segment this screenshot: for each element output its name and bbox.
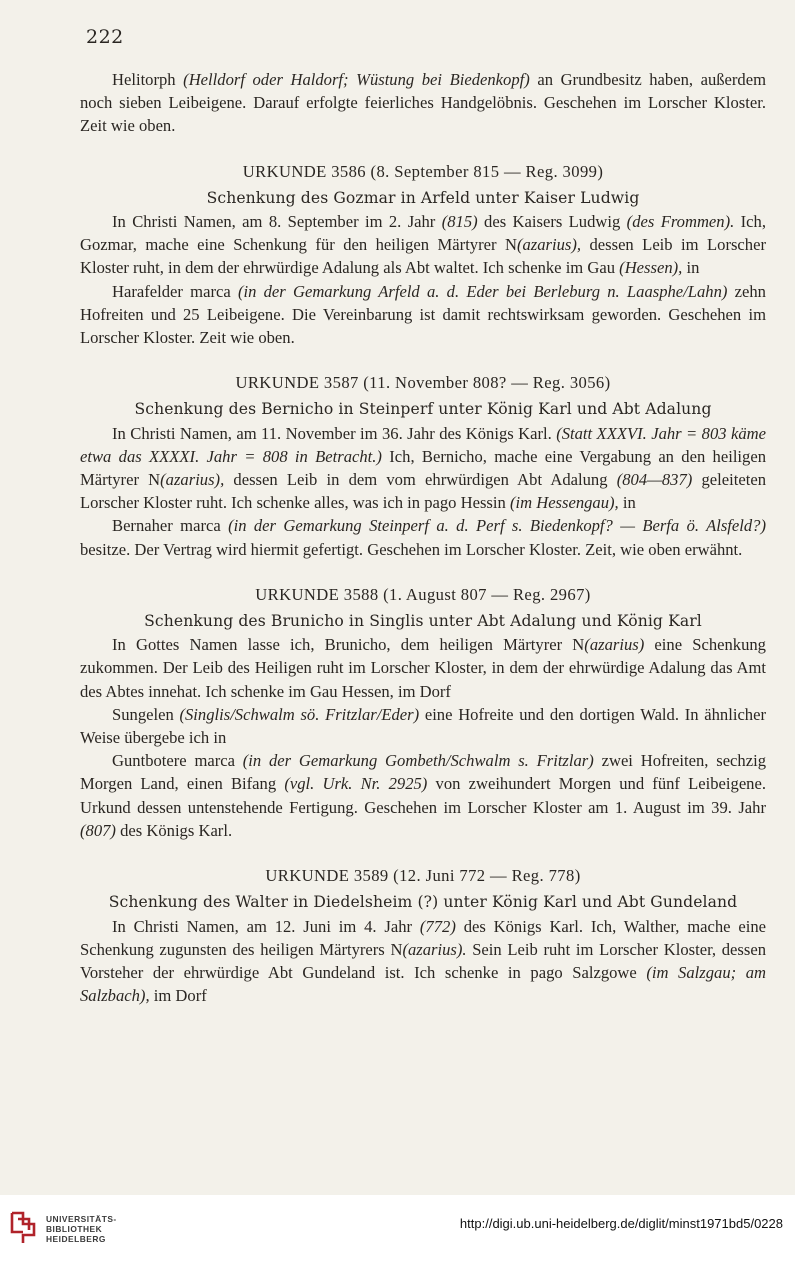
paragraph [80, 915, 766, 1008]
italic-annotation: (azarius) [584, 635, 645, 655]
text-run: zehn Hofreiten und 25 Leibeigene. Die Vereinbarung ist damit rechtswirksam geworden. Geschehen im Lorscher Kloster. Zeit wie oben. [80, 281, 766, 348]
text-run: Ich, Gozmar, mache eine Schenkung für den heiligen Märtyrer N [80, 212, 766, 255]
paragraph [80, 633, 766, 703]
italic-annotation: (Helldorf oder Haldorf; Wüstung bei Biedenkopf) [183, 70, 530, 89]
italic-annotation: (in der Gemarkung Steinperf a. d. Perf s. Biedenkopf? — Berfa ö. Alsfeld?) [228, 516, 766, 536]
paragraph [80, 210, 766, 280]
urkunde-heading: URKUNDE 3588 (1. August 807 — Reg. 2967) [255, 584, 591, 604]
italic-annotation: (azarius), [160, 470, 225, 490]
text-run: Harafelder marca [112, 281, 238, 301]
text-run: zwei Hofreiten, sechzig Morgen Land, einen Bifang [80, 751, 766, 794]
text-run: in [682, 258, 700, 278]
page-body [80, 68, 766, 1007]
italic-annotation: (Statt XXXVI. Jahr = 803 käme etwa das XXXXI. Jahr = 808 in Betracht.) [80, 423, 766, 466]
library-line: UNIVERSITÄTS- [46, 1214, 117, 1224]
library-line: BIBLIOTHEK [46, 1224, 103, 1234]
italic-annotation: (vgl. Urk. Nr. 2925) [284, 774, 428, 794]
text-run: des Königs Karl. Ich, Walther, mache eine Schenkung zugunsten des heiligen Märtyrers N [80, 916, 766, 959]
italic-annotation: (im Salzgau; am Salzbach), [80, 962, 766, 1006]
italic-annotation: (815) [441, 212, 478, 232]
text-run: geleiteten Lorscher Kloster ruht. Ich schenke alles, was ich in pago Hessin [80, 470, 766, 513]
text-run: In Christi Namen, am 11. November im 36. Jahr des Königs Karl. [112, 423, 557, 443]
page-number: 222 [86, 26, 124, 48]
text-run: Guntbotere marca [112, 751, 243, 771]
text-run: Bernaher marca [112, 516, 229, 536]
text-run: besitze. Der Vertrag wird hiermit gefertigt. Geschehen im Lorscher Kloster. Zeit, wie oben erwähnt. [80, 539, 743, 559]
text-run: des Königs Karl. [115, 820, 233, 840]
text-run: im Dorf [149, 986, 207, 1006]
italic-annotation: (azarius), [516, 235, 582, 255]
urkunde-title: Schenkung des Bernicho in Steinperf unter König Karl und Abt Adalung [134, 400, 712, 419]
text-run: Sungelen [112, 704, 180, 724]
italic-annotation: (Hessen), [619, 258, 683, 278]
text-run: in [618, 493, 636, 513]
text-run: In Christi Namen, am 12. Juni im 4. Jahr [112, 916, 420, 936]
text-run: Ich, Bernicho, mache eine Vergabung an den heiligen Märtyrer N [80, 446, 767, 490]
italic-annotation: (in der Gemarkung Gombeth/Schwalm s. Fritzlar) [242, 751, 594, 771]
urkunde-heading: URKUNDE 3586 (8. September 815 — Reg. 3099) [242, 161, 604, 181]
paragraph [80, 703, 766, 749]
urkunde-title: Schenkung des Walter in Diedelsheim (?) unter König Karl und Abt Gundeland [108, 893, 738, 912]
italic-annotation: (804—837) [616, 470, 693, 490]
italic-annotation: (des Frommen). [626, 212, 735, 232]
italic-annotation: (Singlis/Schwalm sö. Fritzlar/Eder) [179, 704, 420, 724]
urkunde-title: Schenkung des Brunicho in Singlis unter Abt Adalung und König Karl [144, 612, 702, 631]
text-run: dessen Leib in dem vom ehrwürdigen Abt Adalung [224, 470, 617, 490]
italic-annotation: (azarius). [402, 939, 467, 959]
paragraph [80, 749, 766, 842]
text-run: eine Hofreite und den dortigen Wald. In ähnlicher Weise übergebe ich in [80, 704, 766, 748]
urkunde-title: Schenkung des Gozmar in Arfeld unter Kaiser Ludwig [206, 188, 640, 207]
paragraph [80, 422, 766, 515]
text-run: dessen Leib im Lorscher Kloster ruht, in dem der ehrwürdige Adalung als Abt waltet. Ich schenke im Gau [80, 235, 766, 278]
text-run: Sein Leib ruht im Lorscher Kloster, dessen Vorsteher der ehrwürdige Abt Gundeland ist. Ich schenke in pago Salzgowe [80, 939, 766, 982]
text-run: an Grundbesitz haben, außerdem noch sieben Leibeigene. Darauf erfolgte feierliches Handgelöbnis. Geschehen im Lorscher Kloster. Zeit wie oben. [80, 70, 766, 136]
italic-annotation: (im Hessengau), [509, 493, 619, 513]
text-run: Helitorph [112, 70, 184, 89]
italic-annotation: (807) [80, 820, 116, 840]
text-run: In Christi Namen, am 8. September im 2. Jahr [112, 212, 442, 232]
library-name [46, 1214, 117, 1244]
paragraph [80, 514, 766, 560]
urkunde-heading: URKUNDE 3587 (11. November 808? — Reg. 3056) [235, 373, 611, 393]
text-run: des Kaisers Ludwig [477, 212, 627, 232]
text-run: In Gottes Namen lasse ich, Brunicho, dem heiligen Märtyrer N [112, 635, 585, 655]
library-line: HEIDELBERG [46, 1234, 106, 1244]
text-run: eine Schenkung zukommen. Der Leib des Heiligen ruht im Lorscher Kloster, in dem der ehrwürdige Adalung das Amt des Abtes innehat. Ich schenke im Gau Hessen, im Dorf [80, 635, 766, 701]
text-run: von zweihundert Morgen und fünf Leibeigene. Urkund dessen untenstehende Fertigung. Geschehen im Lorscher Kloster am 1. August im 39. Jahr [80, 774, 766, 817]
urkunde-heading: URKUNDE 3589 (12. Juni 772 — Reg. 778) [265, 866, 581, 886]
italic-annotation: (772) [419, 916, 456, 936]
paragraph [80, 68, 766, 138]
library-logo-icon [9, 1210, 37, 1246]
source-url-link[interactable]: http://digi.ub.uni-heidelberg.de/diglit/minst1971bd5/0228 [459, 1216, 783, 1231]
paragraph [80, 280, 766, 350]
italic-annotation: (in der Gemarkung Arfeld a. d. Eder bei Berleburg n. Laasphe/Lahn) [237, 281, 728, 301]
